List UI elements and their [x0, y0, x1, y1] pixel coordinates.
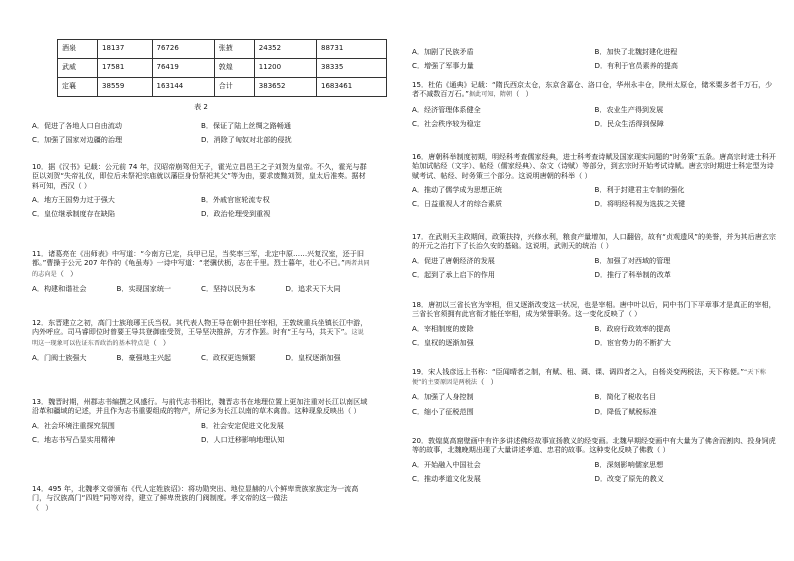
option: A．社会环境注重探究氛围	[32, 420, 115, 430]
question-stem: 杜佑《通典》记载：“隋氏西京太仓，东京含嘉仓、洛口仓，华州永丰仓，陕州太原仓，储米粟多者千万石，少者不减数百万石。”	[412, 80, 773, 99]
option: D．宦官势力的不断扩大	[594, 338, 671, 348]
table-cell: 11200	[254, 59, 316, 78]
table-cell: 酒泉	[58, 40, 98, 59]
question-number: 16．	[412, 152, 429, 161]
table-cell: 张掖	[214, 40, 254, 59]
question-number: 13．	[32, 397, 49, 406]
table-cell: 敦煌	[214, 59, 254, 78]
table-cell: 1683461	[317, 78, 387, 97]
table-caption: 表 2	[194, 102, 208, 111]
question-19	[412, 367, 777, 421]
answer-blank: （ ）	[56, 268, 80, 278]
option: C．政权更迭频繁	[201, 352, 256, 362]
question-number: 20．	[412, 436, 429, 445]
table-cell: 武威	[58, 59, 98, 78]
question-number: 17．	[412, 232, 429, 241]
option: C．加强了国家对边疆的治理	[32, 135, 123, 145]
table-cell: 17581	[98, 59, 152, 78]
option: D．改变了原先的教义	[594, 474, 664, 484]
table-cell: 38335	[317, 59, 387, 78]
question-stem: 魏晋时期，州郡志书编撰之风盛行。与前代志书相比，魏晋志书在地理位置上更加注重对长江以南区域沿革和疆域的记述，并且作为志书重要组成的物产，所记多为长江以南的草木禽兽。这种现象反映出（ ）	[32, 397, 368, 416]
option: C．起到了承上启下的作用	[412, 270, 495, 280]
question-17	[412, 232, 777, 284]
table-cell: 76419	[152, 59, 214, 78]
option: A．促进了唐朝经济的发展	[412, 255, 495, 265]
question-stem: 东晋建立之初，高门士族琅琊王氏当权。其代表人物王导在朝中担任宰相，王敦统重兵坐镇长江中游，内外呼应。司马睿即位时曾要王导共登御座受贺，王导坚决推辞，方才作罢。时有“王与马，共天下”。	[32, 318, 368, 337]
answer-blank: （ ）	[477, 377, 500, 387]
option: A．促进了各地人口自由流动	[32, 121, 122, 130]
option: C．推动孝道文化发展	[412, 474, 481, 484]
table-cell: 163144	[152, 78, 214, 97]
option: B．简化了税收名目	[594, 392, 657, 402]
option: C．皇位继承制度存在缺陷	[32, 209, 115, 219]
question-stem: 据《汉书》记载：公元前 74 年，汉昭帝崩驾但无子，霍光立昌邑王之子刘贺为皇帝。不久，霍光与群臣以刘贺“失帝礼仪，即位后未祭祀宗庙就以藩臣身份祭祀其父”等为由，要求废黜刘贺，皇太后准奏。据材料可知，西汉（ ）	[32, 162, 367, 190]
question-15	[412, 80, 777, 133]
option: A．宰相制度的废除	[412, 323, 474, 333]
option: A．加强了人身控制	[412, 392, 474, 402]
option: A．构建和谐社会	[32, 283, 87, 293]
question-stem: 在武则天主政期间，政策扶持，兴修水利，粮食产量增加，人口翻倍，故有“贞观遗风”的美誉，并为其后唐玄宗的开元之治打下了长治久安的基础。这说明，武则天的统治（ ）	[412, 232, 776, 251]
option: A．经济管理体系健全	[412, 104, 481, 114]
question-prompt: 两者共同的志向是	[32, 260, 370, 278]
option: A．地方王国势力过于强大	[32, 195, 115, 205]
option: C．社会秩序较为稳定	[412, 118, 481, 128]
option: D．政治伦理受到重视	[201, 209, 271, 219]
question-20	[412, 436, 777, 488]
table-cell: 383652	[254, 78, 316, 97]
option: D．推行了科举制的改革	[594, 270, 671, 280]
option: B．豪强地主兴起	[116, 352, 172, 362]
question-number: 18．	[412, 300, 429, 309]
option: A．门阀士族强大	[32, 352, 87, 362]
table-row	[58, 78, 387, 97]
option: A．开始融入中国社会	[412, 459, 481, 469]
left-column	[32, 0, 370, 512]
question-stem: 敦煌莫高窟壁画中有许多讲述佛经故事宣扬教义的经变画。北魏早期经变画中有大量为了佛舍而割肉、投身饲虎等的故事，北魏晚期出现了大量讲述孝道、忠君的故事。这种变化反映了佛教（ ）	[412, 436, 776, 455]
question-9-options	[32, 116, 370, 150]
option: A．加剧了民族矛盾	[412, 47, 474, 56]
answer-blank: （ ）	[149, 337, 173, 347]
table-cell: 24352	[254, 40, 316, 59]
table-cell: 18137	[98, 40, 152, 59]
table-row	[58, 59, 387, 78]
option: D．消除了匈奴对北部的侵扰	[201, 135, 292, 145]
question-number: 19．	[412, 367, 429, 376]
option: D．降低了赋税标准	[594, 406, 657, 416]
option: C．皇权的逐渐加强	[412, 338, 474, 348]
question-stem: 唐初以三省长官为宰相，但又逐渐改变这一状况，也是宰相。唐中叶以后，同中书门下平章事才是真正的宰相，三省长官须拥有此官衔才能任宰相，成为荣誉职务。这一变化反映了（ ）	[412, 300, 776, 319]
answer-blank: （ ）	[512, 89, 535, 99]
question-18	[412, 300, 777, 352]
option: C．地志书写凸显实用精神	[32, 435, 115, 445]
question-stem: 宋人钱彦远上书称：“臣闻晴者之制，有赋、租、调、课、调四者之入，自杨炎变两税法，天下称便。”	[428, 367, 745, 376]
question-number: 12．	[32, 318, 49, 327]
question-16	[412, 152, 777, 214]
option: B．加快了北魏封建化进程	[594, 47, 678, 56]
option: B．深刻影响儒家思想	[594, 459, 664, 469]
option: B．利于封建君主专制的强化	[594, 185, 685, 195]
question-prompt: 这说明这一现象可以佐证东晋政治的基本特点是	[32, 329, 364, 347]
question-11	[32, 249, 370, 298]
table-cell: 88731	[317, 40, 387, 59]
question-10	[32, 162, 370, 224]
question-14-options	[412, 42, 777, 76]
option: C．缩小了征税范围	[412, 406, 474, 416]
option: D．有利于官员素养的提高	[594, 61, 678, 71]
option: B．保证了陆上丝绸之路畅通	[201, 121, 291, 130]
table-row	[58, 40, 387, 59]
option: B．实现国家统一	[116, 283, 172, 293]
option: C．日益重视人才的综合素质	[412, 199, 503, 209]
option: B．外戚官宦轮流专权	[201, 195, 270, 205]
option: A．推动了儒学成为思想正统	[412, 185, 502, 195]
question-14	[32, 484, 370, 512]
question-prompt: 据此可知，隋朝	[468, 91, 513, 99]
question-number: 10．	[32, 162, 49, 171]
option: C．坚持以民为本	[201, 283, 256, 293]
option: B．加强了对西域的管理	[594, 255, 671, 265]
question-prompt: “天下称便”的主要原因是两税法	[412, 369, 766, 387]
table-cell: 定襄	[58, 78, 98, 97]
population-table	[57, 39, 387, 97]
option: C．增强了军事力量	[412, 61, 474, 71]
table-cell: 38559	[98, 78, 152, 97]
option: D．将明经科视为选拔之关键	[594, 199, 686, 209]
question-13	[32, 397, 370, 449]
option: D．皇权逐渐加强	[285, 352, 341, 362]
option: D．人口迁移影响地理认知	[201, 435, 285, 445]
question-stem: 495 年，北魏孝文帝颁布《代人定姓族诏》：将功勋突出、地位显赫的八个鲜卑贵族家族定为一流高门，与汉族高门“四姓”同等对待，建立了鲜卑贵族的门阀制度。孝文帝的这一做法	[32, 484, 359, 503]
option: D．民众生活得到保障	[594, 118, 664, 128]
option: B．社会安定促进文化发展	[201, 420, 284, 430]
question-stem: 唐朝科举制度初期，明经科考查儒家经典，进士科考查诗赋及国家现实问题的“时务策”五条。唐高宗时进士科开始加试帖经（文字）、帖经（儒家经典）、杂文（诗赋）等部分，到玄宗时开始考试诗赋。唐玄宗时期进士科定型为诗赋考试、帖经、时务策三个部分。这说明唐朝的科举（ ）	[412, 152, 776, 180]
option: B．农业生产得到发展	[594, 104, 664, 114]
answer-blank: （ ）	[32, 502, 55, 512]
table-cell: 合计	[214, 78, 254, 97]
option: B．政府行政效率的提高	[594, 323, 671, 333]
question-number: 11．	[32, 249, 49, 258]
table-cell: 76726	[152, 40, 214, 59]
question-number: 15．	[412, 80, 429, 89]
question-12	[32, 318, 370, 367]
question-stem: 诸葛亮在《出师表》中写道：“今南方已定，兵甲已足，当奖率三军，北定中原……兴复汉室，还于旧都。”曹操于公元 207 年作的《龟虽寿》一诗中写道：“老骥伏枥，志在千里。烈士暮年，壮心不已。”	[32, 249, 364, 268]
option: D．追求天下大同	[285, 283, 341, 293]
question-number: 14．	[32, 484, 49, 493]
